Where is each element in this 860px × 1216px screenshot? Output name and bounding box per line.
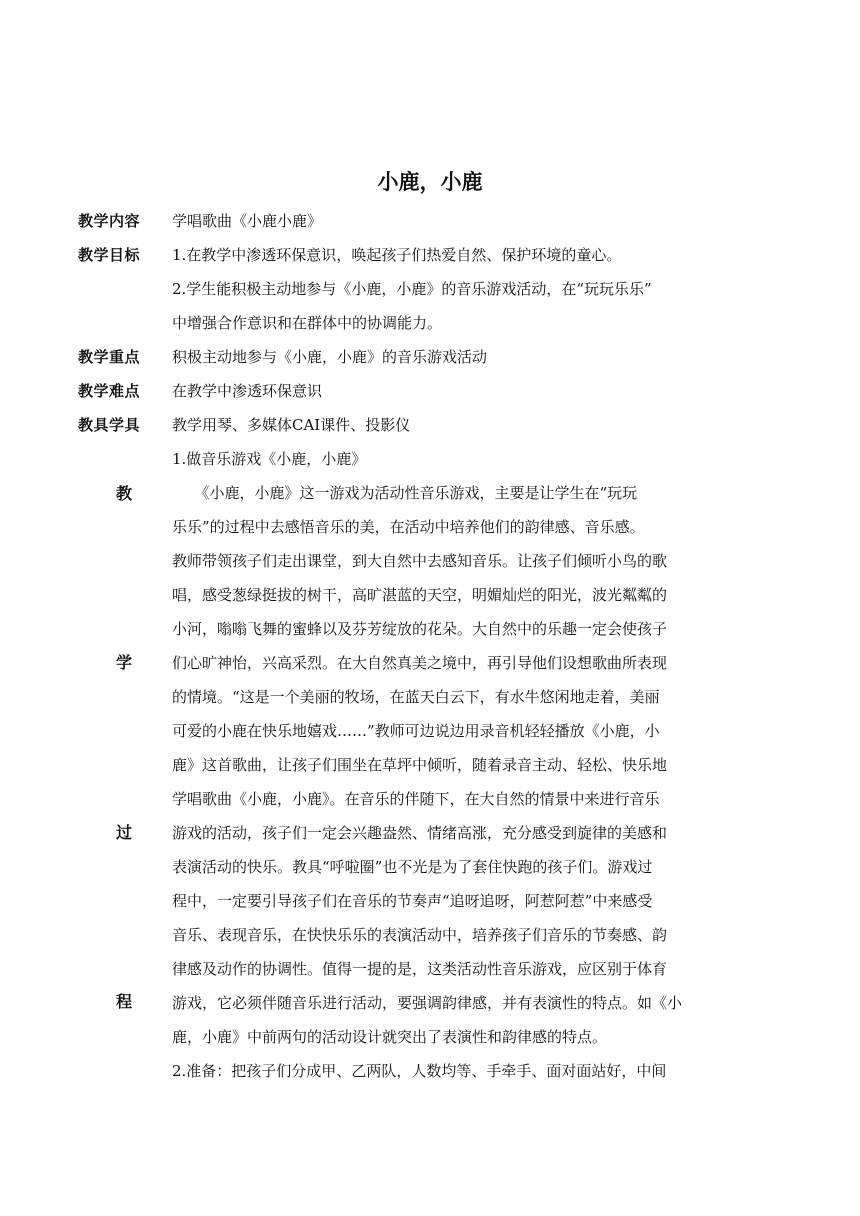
field-label: 教学目标 — [78, 246, 141, 264]
process-line: 游戏的活动，孩子们一定会兴趣盎然、情绪高涨，充分感受到旋律的美感和 — [172, 824, 668, 842]
field-value-line: 1.在教学中渗透环保意识，唤起孩子们热爱自然、保护环境的童心。 — [172, 246, 622, 264]
field-value: 在教学中渗透环保意识 — [172, 382, 323, 400]
field-value: 学唱歌曲《小鹿小鹿》 — [172, 212, 323, 230]
document-title: 小鹿，小鹿 — [377, 170, 483, 194]
process-line: 音乐、表现音乐，在快快乐乐的表演活动中，培养孩子们音乐的节奏感、韵 — [172, 926, 668, 944]
process-side-label-char: 过 — [116, 823, 133, 842]
process-line: 程中，一定要引导孩子们在音乐的节奏声“追呀追呀，阿惹阿惹”中来感受 — [172, 892, 653, 910]
process-line: 鹿》这首歌曲，让孩子们围坐在草坪中倾听，随着录音主动、轻松、快乐地 — [172, 756, 668, 774]
process-line: 鹿，小鹿》中前两句的活动设计就突出了表演性和韵律感的特点。 — [172, 1028, 608, 1046]
process-line: 2.准备：把孩子们分成甲、乙两队，人数均等、手牵手、面对面站好，中间 — [172, 1062, 667, 1080]
process-line: 的情境。“这是一个美丽的牧场，在蓝天白云下，有水牛悠闲地走着，美丽 — [172, 688, 660, 706]
process-line: 《小鹿，小鹿》这一游戏为活动性音乐游戏，主要是让学生在“玩玩 — [172, 484, 638, 502]
process-line: 们心旷神怡，兴高采烈。在大自然真美之境中，再引导他们设想歌曲所表现 — [172, 654, 668, 672]
field-value-line: 中增强合作意识和在群体中的协调能力。 — [172, 314, 443, 332]
field-label: 教学难点 — [78, 382, 141, 400]
field-label: 教学重点 — [78, 348, 141, 366]
process-line: 律感及动作的协调性。值得一提的是，这类活动性音乐游戏，应区别于体育 — [172, 960, 668, 978]
field-value: 积极主动地参与《小鹿，小鹿》的音乐游戏活动 — [172, 348, 488, 366]
process-line: 教师带领孩子们走出课堂，到大自然中去感知音乐。让孩子们倾听小鸟的歌 — [172, 552, 668, 570]
process-side-label-char: 程 — [116, 992, 133, 1011]
process-side-label-char: 学 — [116, 653, 133, 672]
process-line: 表演活动的快乐。教具“呼啦圈”也不光是为了套住快跑的孩子们。游戏过 — [172, 858, 653, 876]
process-side-label-char: 教 — [116, 484, 133, 503]
process-line: 唱，感受葱绿挺拔的树干，高旷湛蓝的天空，明媚灿烂的阳光，波光粼粼的 — [172, 586, 668, 604]
process-line: 可爱的小鹿在快乐地嬉戏……”教师可边说边用录音机轻轻播放《小鹿，小 — [172, 722, 660, 740]
process-line: 小河，嗡嗡飞舞的蜜蜂以及芬芳绽放的花朵。大自然中的乐趣一定会使孩子 — [172, 620, 668, 638]
field-label: 教具学具 — [78, 416, 141, 434]
field-label: 教学内容 — [78, 212, 141, 230]
process-line: 乐乐”的过程中去感悟音乐的美，在活动中培养他们的韵律感、音乐感。 — [172, 518, 645, 536]
field-value-line: 2.学生能积极主动地参与《小鹿，小鹿》的音乐游戏活动，在“玩玩乐乐” — [172, 280, 652, 298]
process-line: 1.做音乐游戏《小鹿，小鹿》 — [172, 450, 367, 468]
process-line: 学唱歌曲《小鹿，小鹿》。在音乐的伴随下，在大自然的情景中来进行音乐 — [172, 790, 660, 808]
process-line: 游戏，它必须伴随音乐进行活动，要强调韵律感，并有表演性的特点。如《小 — [172, 994, 683, 1012]
field-value: 教学用琴、多媒体CAI课件、投影仪 — [172, 416, 411, 434]
